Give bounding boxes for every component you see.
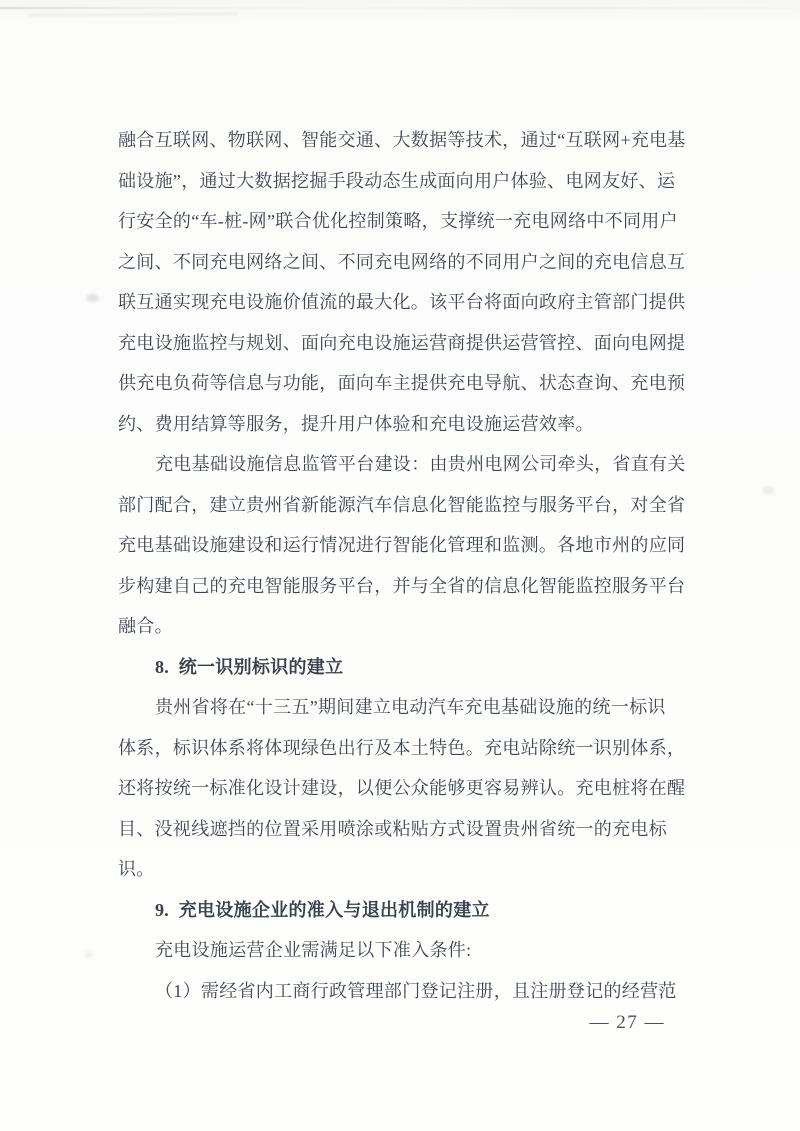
text-line: 充电设施运营企业需满足以下准入条件: bbox=[155, 940, 472, 960]
page-number: — 27 — bbox=[589, 1012, 665, 1033]
text-line: 体系，标识体系将体现绿色出行及本土特色。充电站除统一识别体系， bbox=[118, 737, 686, 758]
text-line: 充电设施监控与规划、面向充电设施运营商提供运营管控、面向电网提 bbox=[118, 332, 686, 353]
scan-speck-artifact bbox=[762, 486, 774, 495]
text-line: 步构建自己的充电智能服务平台，并与全省的信息化智能监控服务平台 bbox=[118, 575, 686, 596]
scan-speck-artifact bbox=[84, 952, 93, 958]
text-line: 目、没视线遮挡的位置采用喷涂或粘贴方式设置贵州省统一的充电标 bbox=[118, 818, 667, 839]
text-line: 充电基础设施建设和运行情况进行智能化管理和监测。各地市州的应同 bbox=[118, 535, 686, 555]
text-line: 行安全的“车-桩-网”联合优化控制策略，支撑统一充电网络中不同用户 bbox=[118, 211, 678, 231]
document-text-block bbox=[118, 120, 693, 1011]
text-line: 部门配合，建立贵州省新能源汽车信息化智能监控与服务平台，对全省 bbox=[118, 494, 686, 515]
scan-speck-artifact bbox=[86, 294, 99, 302]
text-line: 充电基础设施信息监管平台建设：由贵州电网公司牵头，省直有关 bbox=[155, 454, 686, 474]
text-line: 约、费用结算等服务，提升用户体验和充电设施运营效率。 bbox=[118, 413, 594, 434]
scan-edge-artifact bbox=[0, 7, 800, 9]
text-line: 融合。 bbox=[118, 616, 173, 636]
section-heading: 9. 充电设施企业的准入与退出机制的建立 bbox=[155, 899, 490, 920]
text-line: 识。 bbox=[118, 859, 155, 879]
text-line: （1）需经省内工商行政管理部门登记注册，且注册登记的经营范 bbox=[155, 980, 677, 1001]
text-line: 贵州省将在“十三五”期间建立电动汽车充电基础设施的统一标识 bbox=[155, 697, 666, 717]
text-line: 之间、不同充电网络之间、不同充电网络的不同用户之间的充电信息互 bbox=[118, 251, 686, 272]
text-line: 联互通实现充电设施价值流的最大化。该平台将面向政府主管部门提供 bbox=[118, 292, 686, 312]
text-line: 融合互联网、物联网、智能交通、大数据等技术，通过“互联网+充电基 bbox=[118, 130, 686, 150]
text-line: 供充电负荷等信息与功能，面向车主提供充电导航、状态查询、充电预 bbox=[118, 373, 686, 393]
text-line: 还将按统一标准化设计建设，以便公众能够更容易辨认。充电桩将在醒 bbox=[118, 778, 686, 798]
scan-streak-artifact bbox=[28, 12, 238, 16]
section-heading: 8. 统一识别标识的建立 bbox=[155, 656, 344, 677]
text-line: 础设施”，通过大数据挖掘手段动态生成面向用户体验、电网友好、运 bbox=[118, 170, 676, 191]
